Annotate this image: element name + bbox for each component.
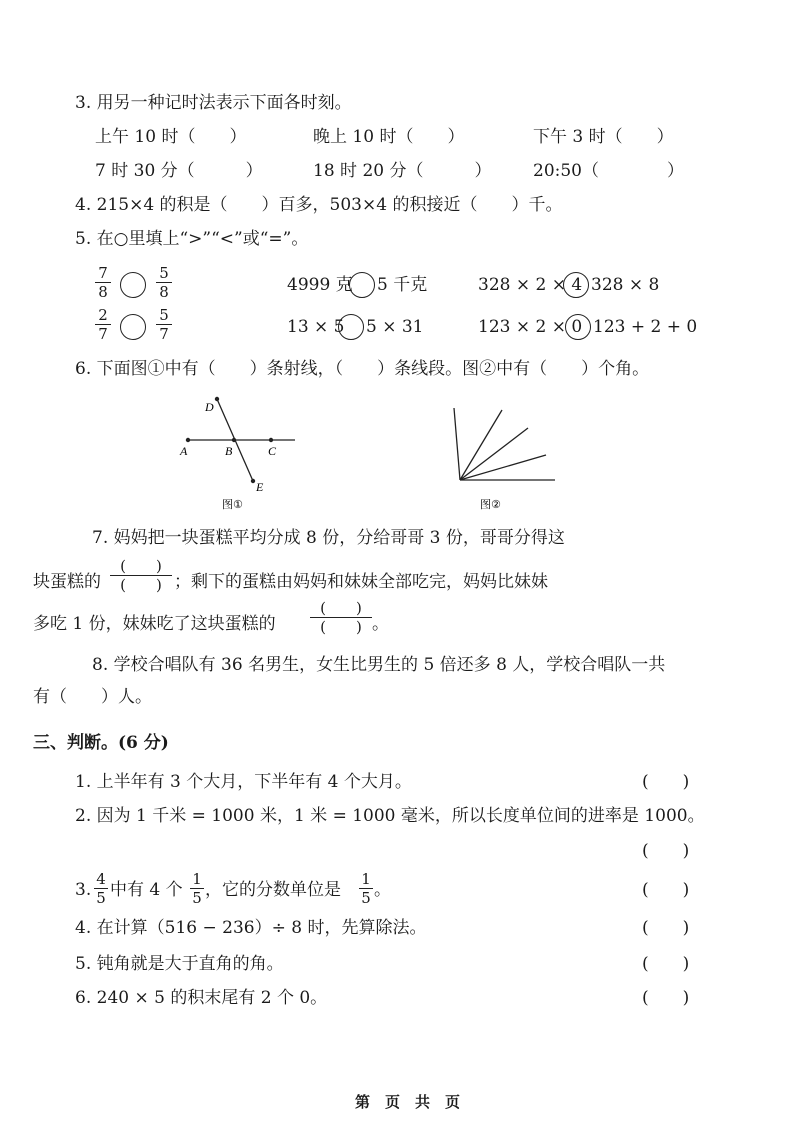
page-footer: 第 页 共 页	[355, 1093, 461, 1111]
q3-item-2: 晚上 10 时（ ）	[313, 127, 465, 147]
point-c	[269, 438, 273, 442]
q7-line-1: 7. 妈妈把一块蛋糕平均分成 8 份，分给哥哥 3 份，哥哥分得这	[92, 528, 565, 548]
q6-figure-1	[170, 395, 310, 515]
q5-r2-right-right: 123 + 2 + 0	[593, 317, 698, 337]
answer-paren[interactable]: ( )	[642, 954, 690, 974]
q6-text: 6. 下面图①中有（ ）条射线，（ ）条线段。图②中有（ ）个角。	[75, 359, 650, 379]
judge-item-3-num: 3.	[75, 880, 92, 900]
label-a: A	[180, 444, 188, 458]
q5-compare-circle[interactable]	[338, 314, 364, 340]
q3-item-1: 上午 10 时（ ）	[95, 127, 247, 147]
label-d: D	[205, 400, 214, 414]
judge-item-3-mid2: ，它的分数单位是	[205, 880, 341, 900]
q5-frac-1a: 7 8	[95, 265, 111, 300]
section-3-title: 三、判断。(6 分)	[33, 733, 169, 753]
judge-item-4: 4. 在计算（516 − 236）÷ 8 时，先算除法。	[75, 918, 427, 938]
q3-title: 3. 用另一种记时法表示下面各时刻。	[75, 93, 352, 113]
answer-paren[interactable]: ( )	[642, 880, 690, 900]
q5-r2-mid-left: 13 × 5	[287, 317, 345, 337]
q5-compare-circle[interactable]	[563, 272, 589, 298]
point-e	[251, 479, 255, 483]
q5-compare-circle[interactable]	[120, 314, 146, 340]
q5-title: 5. 在○里填上“>”“<”或“=”。	[75, 229, 309, 249]
answer-paren[interactable]: ( )	[642, 841, 690, 861]
q3-item-5: 18 时 20 分（ ）	[313, 161, 492, 181]
point-d	[215, 397, 219, 401]
q3-item-3: 下午 3 时（ ）	[533, 127, 674, 147]
label-c: C	[268, 444, 277, 458]
label-e: E	[256, 480, 264, 494]
q7-blank-fraction[interactable]: ( ) ( )	[310, 600, 372, 635]
judge-frac-a: 4 5	[94, 871, 108, 906]
q5-frac-1b: 5 8	[156, 265, 172, 300]
q5-compare-circle[interactable]	[565, 314, 591, 340]
q8-line-1: 8. 学校合唱队有 36 名男生，女生比男生的 5 倍还多 8 人，学校合唱队一共	[92, 655, 666, 675]
answer-paren[interactable]: ( )	[642, 772, 690, 792]
judge-item-6: 6. 240 × 5 的积末尾有 2 个 0。	[75, 988, 328, 1008]
judge-item-2: 2. 因为 1 千米 = 1000 米，1 米 = 1000 毫米，所以长度单位间的进率是 1000。	[75, 806, 705, 826]
answer-paren[interactable]: ( )	[642, 918, 690, 938]
q5-r1-mid-right: 5 千克	[377, 275, 428, 295]
q5-r1-right-right: 328 × 8	[591, 275, 660, 295]
q5-r2-mid-right: 5 × 31	[366, 317, 424, 337]
q5-frac-2b: 5 7	[156, 307, 172, 342]
q5-r1-right-left: 328 × 2 × 4	[478, 275, 583, 295]
q6-figure-2	[440, 400, 570, 515]
q4-text: 4. 215×4 的积是（ ）百多，503×4 的积接近（ ）千。	[75, 195, 563, 215]
point-b	[232, 438, 236, 442]
q7-line-3-post: 。	[372, 614, 389, 634]
q7-line-2-post: ；剩下的蛋糕由妈妈和妹妹全部吃完，妈妈比妹妹	[174, 572, 548, 592]
q7-line-3-pre: 多吃 1 份，妹妹吃了这块蛋糕的	[33, 614, 276, 634]
q3-item-6: 20:50（ ）	[533, 161, 684, 181]
judge-frac-b: 1 5	[190, 871, 204, 906]
q5-r2-right-left: 123 × 2 × 0	[478, 317, 583, 337]
point-a	[186, 438, 190, 442]
figure-2-caption: 图②	[480, 498, 501, 511]
judge-item-3-end: 。	[374, 880, 391, 900]
q7-line-2-pre: 块蛋糕的	[33, 572, 101, 592]
ray	[454, 408, 460, 480]
figure-1-caption: 图①	[222, 498, 243, 511]
label-b: B	[225, 444, 233, 458]
q7-blank-fraction[interactable]: ( ) ( )	[110, 558, 172, 593]
q8-line-2: 有（ ）人。	[33, 687, 152, 707]
q3-item-4: 7 时 30 分（ ）	[95, 161, 263, 181]
q5-r1-mid-left: 4999 克	[287, 275, 353, 295]
judge-item-3-mid: 中有 4 个	[110, 880, 183, 900]
q5-compare-circle[interactable]	[349, 272, 375, 298]
judge-item-5: 5. 钝角就是大于直角的角。	[75, 954, 284, 974]
judge-item-1: 1. 上半年有 3 个大月，下半年有 4 个大月。	[75, 772, 412, 792]
ray	[460, 428, 528, 480]
judge-frac-c: 1 5	[359, 871, 373, 906]
q5-compare-circle[interactable]	[120, 272, 146, 298]
answer-paren[interactable]: ( )	[642, 988, 690, 1008]
q5-frac-2a: 2 7	[95, 307, 111, 342]
